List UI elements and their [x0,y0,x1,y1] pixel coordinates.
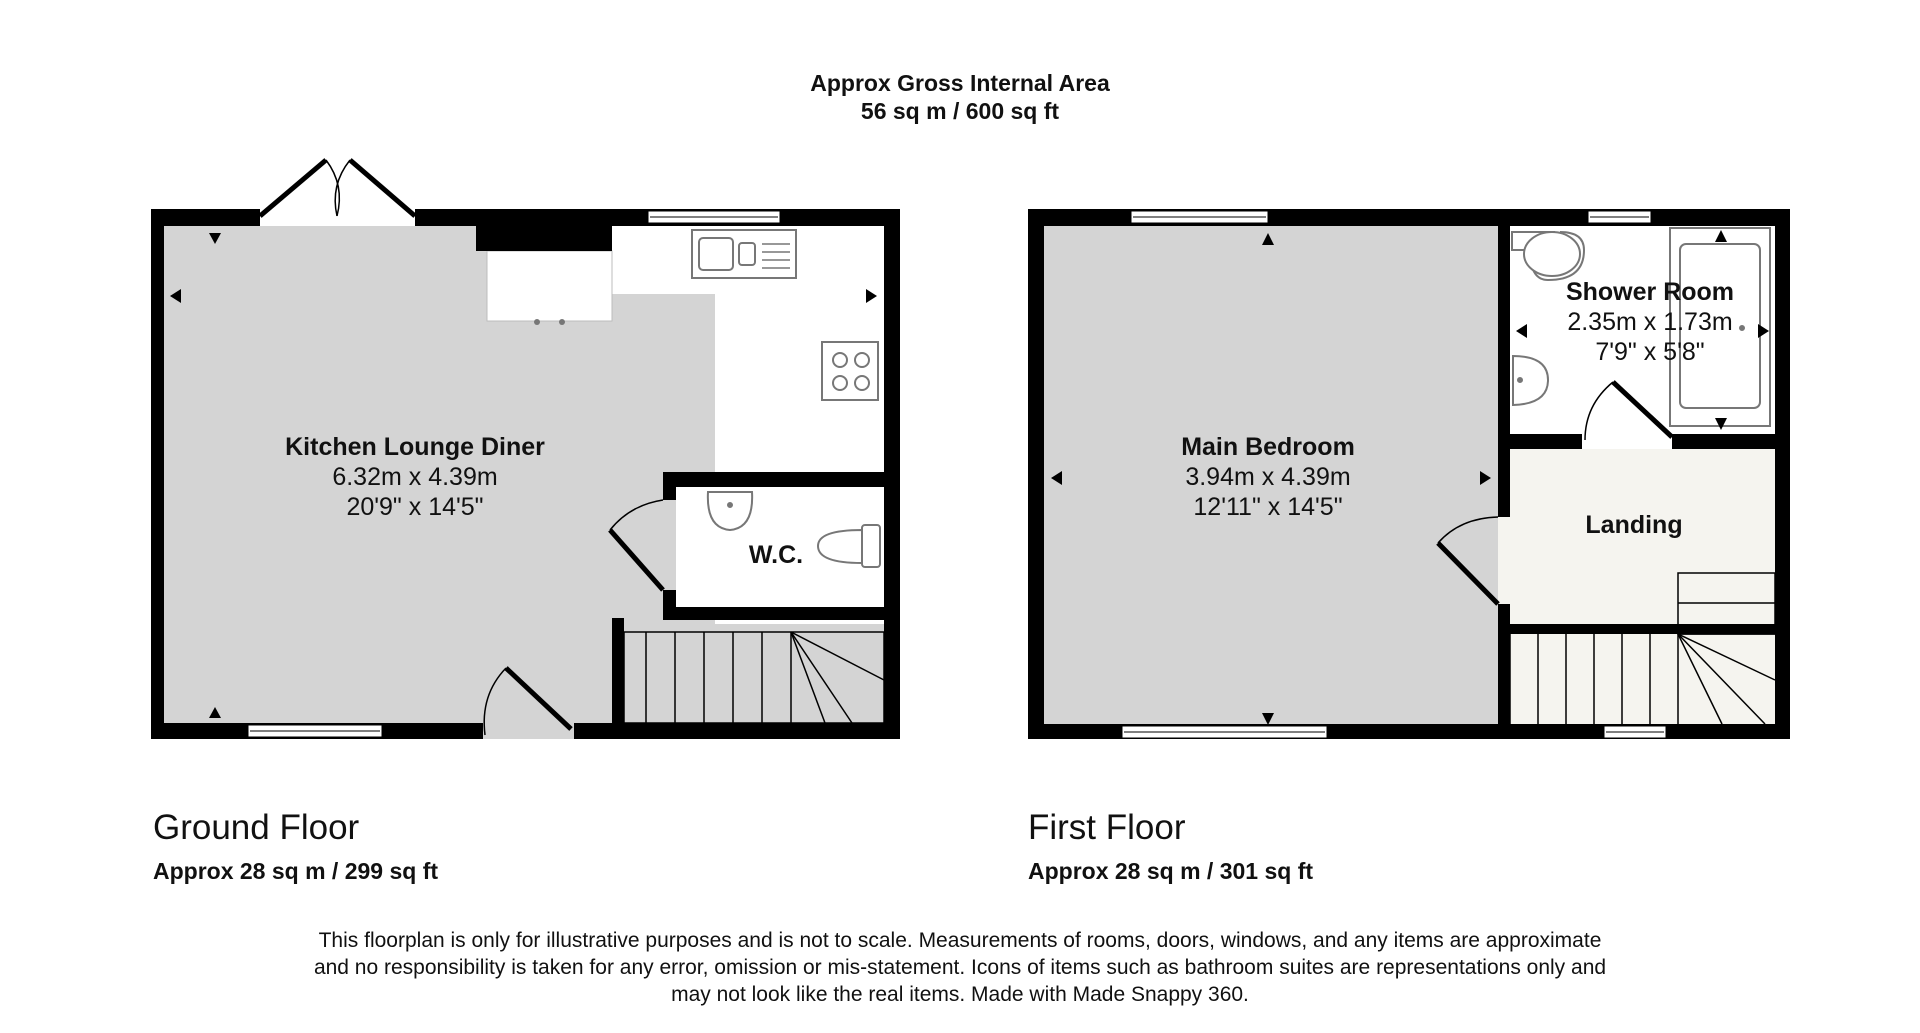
room-label-shower [1566,277,1734,367]
ground-floor-area: Approx 28 sq m / 299 sq ft [153,858,439,884]
wall [663,472,900,487]
chimney-breast [476,209,612,251]
room-label-kitchen [285,432,545,522]
wall [663,472,676,500]
room-dimensions-imperial: 7'9" x 5'8" [1595,338,1705,366]
island-stool [559,319,565,325]
hob-icon [822,342,878,400]
stairs-area [624,624,884,739]
first-floor-area: Approx 28 sq m / 301 sq ft [1028,858,1314,884]
wall [663,607,900,620]
room-name: Kitchen Lounge Diner [285,433,545,461]
wall [151,209,164,739]
room-name: W.C. [748,541,804,569]
disclaimer-line: This floorplan is only for illustrative purposes and is not to scale. Measurements of rooms, doors, windows, and any items are approximate [318,929,1602,952]
wall [1498,604,1510,724]
gross-area-label: Approx Gross Internal Area [810,70,1110,96]
room-dimensions-metric: 3.94m x 4.39m [1185,463,1351,491]
room-dimensions-imperial: 20'9" x 14'5" [346,493,484,521]
disclaimer [260,927,1660,1008]
room-label-bedroom [1181,432,1355,522]
french-doors [260,160,415,216]
kitchen-sink-icon [692,230,796,278]
disclaimer-line: and no responsibility is taken for any error, omission or mis-statement. Icons of items such as bathroom suites are representations only and [313,956,1607,979]
room-dimensions-metric: 6.32m x 4.39m [332,463,498,491]
room-dimensions-imperial: 12'11" x 14'5" [1193,493,1343,521]
room-name: Landing [1585,511,1683,539]
wall [151,209,260,226]
wall [1672,434,1775,449]
island-stool [534,319,540,325]
first-floor-title: First Floor [1028,808,1186,847]
ground-floor-title: Ground Floor [153,808,360,847]
wall [1510,624,1775,634]
landing-floor [1498,449,1775,724]
room-name: Shower Room [1565,278,1735,306]
disclaimer-line: may not look like the real items. Made with Made Snappy 360. [671,983,1249,1006]
wall [1775,209,1790,739]
wall [1498,226,1510,517]
room-label-wc [749,540,803,570]
gross-area-value: 56 sq m / 600 sq ft [860,98,1060,124]
kitchen-island [487,251,612,321]
wall [612,618,624,739]
wall [1510,434,1582,449]
room-label-landing [1585,510,1682,540]
room-name: Main Bedroom [1181,433,1355,461]
wall [1028,209,1044,739]
room-dimensions-metric: 2.35m x 1.73m [1567,308,1733,336]
